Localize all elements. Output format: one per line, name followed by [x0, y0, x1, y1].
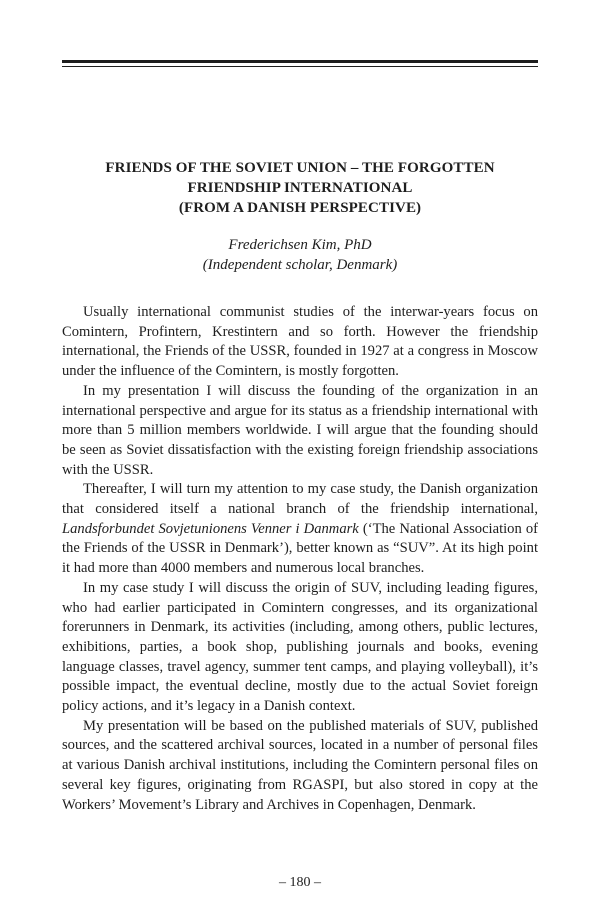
organization-name-italic: Landsforbundet Sovjetunionens Venner i Danmark — [62, 520, 359, 537]
paragraph-5: My presentation will be based on the published materials of SUV, published sources, and the scattered archival sources, located in a number of personal files at various Danish archival institutions, including the Comintern personal files on several key figures, originating from RGASPI, but also stored in copy at the Workers’ Movement’s Library and Archives in Copenhagen, Denmark. — [62, 717, 538, 813]
author-name: Frederichsen Kim, PhD — [228, 237, 372, 253]
header-rule-thick — [62, 60, 538, 63]
article-body — [62, 303, 538, 815]
title-line-3: (FROM A DANISH PERSPECTIVE) — [178, 200, 422, 216]
paragraph-3-text-before: Thereafter, I will turn my attention to my case study, the Danish organization that considered itself a national branch of the friendship international, — [62, 481, 538, 518]
header-rule-thin — [62, 66, 538, 67]
author-affiliation: (Independent scholar, Denmark) — [202, 257, 398, 273]
paragraph-2: In my presentation I will discuss the founding of the organization in an international perspective and argue for its status as a friendship international with more than 5 million members worldwide. I will argue that the founding should be seen as Soviet dissatisfaction with the existing foreign friendship associations with the USSR. — [62, 382, 538, 478]
article-title — [62, 158, 538, 218]
page-number: – 180 – — [279, 875, 321, 890]
paragraph-3-text-after: (‘The National Association of the Friends of the USSR in Denmark’), better known as “SUV”. At its high point it had more than 4000 members and numerous local branches. — [62, 520, 539, 577]
paragraph-1: Usually international communist studies of the interwar-years focus on Comintern, Profintern, Krestintern and so forth. However the friendship international, the Friends of the USSR, founded in 1927 at a congress in Moscow under the influence of the Comintern, is mostly forgotten. — [62, 304, 538, 380]
author-block — [62, 235, 538, 275]
title-line-2: FRIENDSHIP INTERNATIONAL — [187, 180, 413, 196]
paragraph-4: In my case study I will discuss the origin of SUV, including leading figures, who had earlier participated in Comintern congresses, and its organizational forerunners in Denmark, its activities (including, among others, public lectures, exhibitions, parties, a book shop, publishing journals and books, evening language classes, travel agency, summer tent camps, and playing volleyball), it’s possible impact, the eventual decline, mostly due to the actual Soviet foreign policy actions, and it’s legacy in a Danish context. — [62, 579, 538, 715]
title-line-1: FRIENDS OF THE SOVIET UNION – THE FORGOTTEN — [105, 160, 495, 176]
paragraph-3 — [62, 480, 538, 579]
